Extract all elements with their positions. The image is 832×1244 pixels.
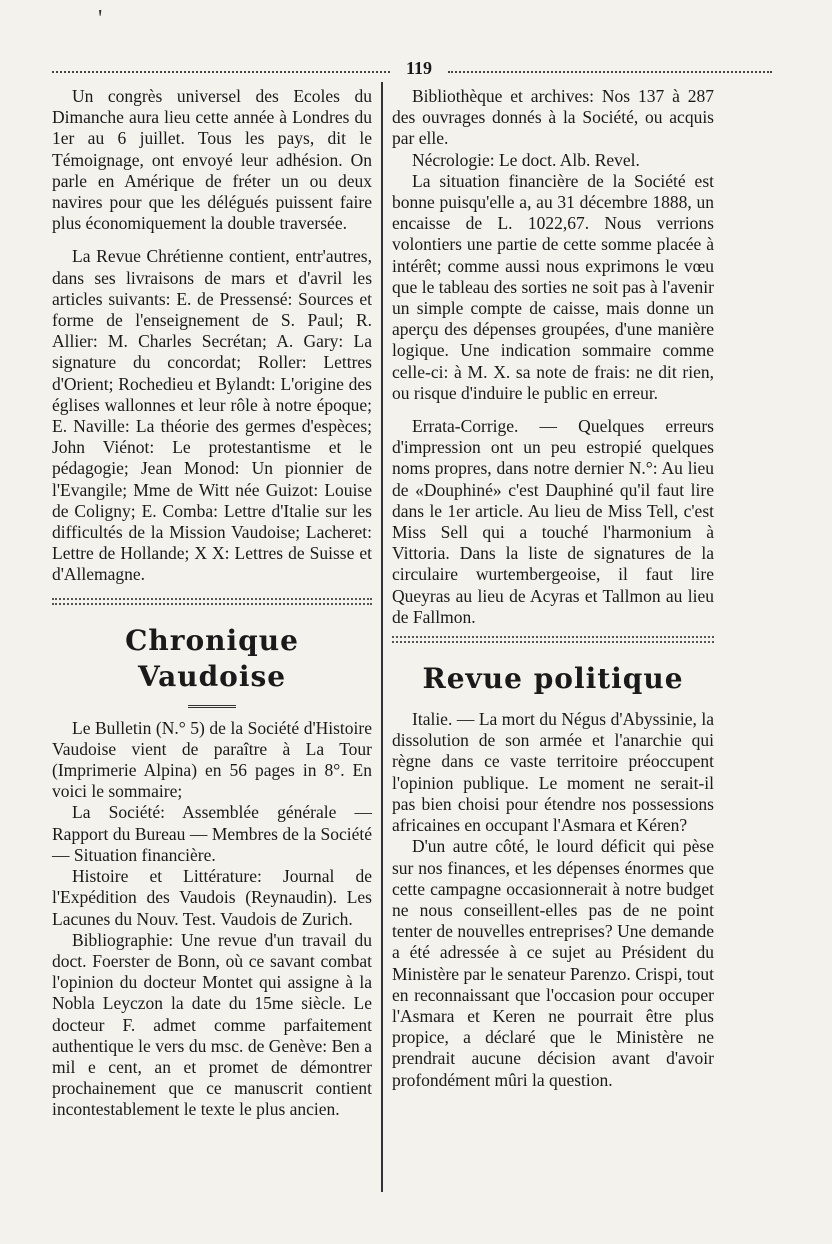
corner-mark: ' bbox=[98, 6, 103, 32]
section-rule bbox=[52, 598, 372, 600]
section-title-revue-politique: Revue politique bbox=[422, 662, 684, 696]
paragraph-necrologie: Nécrologie: Le doct. Alb. Revel. bbox=[412, 149, 640, 170]
page-header bbox=[52, 58, 772, 80]
paragraph-histoire-litterature: Histoire et Littérature: Journal de l'Expédition des Vaudois (Reynaudin). Les Lacunes du Nouv. Test. Vaudois de Zurich. bbox=[52, 866, 372, 929]
section-rule bbox=[392, 636, 714, 638]
header-rule-left bbox=[52, 71, 390, 73]
section-rule bbox=[392, 641, 714, 643]
paragraph-revue-chretienne: La Revue Chrétienne contient, entr'autres, dans ses livraisons de mars et d'avril les articles suivants: E. de Pressensé: Sources et forme de l'enseignement de S. Paul; R. Allier: M. Charles Secrétan; A. Gary: La signature du concordat; Roller: Lettres d'Orient; Rochedieu et Bylandt: L'origine des églises wallonnes et leur rôle à notre époque; E. Naville: La théorie des germes d'espèces; John Viénot: Le protestantisme et le pédagogie; Jean Monod: Un pionnier de l'Evangile; Mme de Witt née Guizot: Louise de Coligny; E. Comba: Lettre d'Italie sur les difficultés de la Mission Vaudoise; Lacheret: Lettre de Hollande; X X: Lettres de Suisse et d'Allemagne. bbox=[52, 246, 372, 585]
paragraph-errata-corrige: Errata-Corrige. — Quelques erreurs d'impression ont un peu estropié quelques noms propres, dans notre dernier N.°: Au lieu de «Douphiné» c'est Dauphiné qu'il faut lire dans le 1er article. Au lieu de Miss Tell, c'est Miss Sell qui a touché l'harmonium à Vittoria. Dans la liste de signatures de la circulaire wurtembergeoise, il faut lire Queyras au lieu de Acyras et Tallmon au lieu de Fallmon. bbox=[392, 416, 714, 627]
left-column bbox=[52, 86, 372, 1121]
paragraph-bibliotheque: Bibliothèque et archives: Nos 137 à 287 des ouvrages donnés à la Société, ou acquis par elle. bbox=[392, 86, 714, 149]
paragraph-deficit: D'un autre côté, le lourd déficit qui pèse sur nos finances, et les dépenses énormes que cette campagne occasionnerait à notre budget ne nous conseillent-elles pas de ne point tenter de nouvelles entreprises? Une demande a été adressée à ce sujet au Président du Ministère par le senateur Parenzo. Crispi, tout en reconnaissant que l'occasion pour occuper l'Asmara et Keren ne pourrait être plus propice, a déclaré que le Ministère ne prendrait aucune décision avant d'avoir profondément mûri la question. bbox=[392, 836, 714, 1090]
paragraph-situation-financiere: La situation financière de la Société est bonne puisqu'elle a, au 31 décembre 1888, un encaisse de L. 1022,67. Nous verrions volontiers une partie de cette somme placée à intérêt; comme aussi nous exprimons le vœu que le tableau des sorties ne soit pas à l'avenir un simple compte de caisse, mais donne un aperçu des dépenses groupées, d'une manière logique. Une indication sommaire comme celle-ci: à M. X. sa note de frais: ne dit rien, ou risque d'induire le public en erreur. bbox=[392, 170, 714, 403]
right-column bbox=[392, 86, 714, 1091]
title-underline bbox=[188, 705, 236, 708]
paragraph-bulletin: Le Bulletin (N.° 5) de la Société d'Histoire Vaudoise vient de paraître à La Tour (Imprimerie Alpina) en 56 pages in 8°. En voici le sommaire; bbox=[52, 717, 372, 802]
paragraph-italie: Italie. — La mort du Négus d'Abyssinie, la dissolution de son armée et l'anarchie qui règne dans ce vaste territoire préoccupent l'opinion publique. Le moment ne serait-il pas bien choisi pour étendre nos possessions africaines en occupant l'Asmara et Kéren? bbox=[392, 709, 714, 836]
page-number: 119 bbox=[405, 58, 432, 78]
section-title-chronique-vaudoise: Chronique Vaudoise bbox=[125, 623, 299, 693]
header-rule-right bbox=[448, 71, 772, 73]
paragraph-la-societe: La Société: Assemblée générale — Rapport du Bureau — Membres de la Société — Situation financière. bbox=[52, 802, 372, 865]
paragraph-sunday-schools: Un congrès universel des Ecoles du Dimanche aura lieu cette année à Londres du 1er au 6 juillet. Tous les pays, dit le Témoignage, ont envoyé leur adhésion. On parle en Amérique de fréter un ou deux navires pour que les délégués puissent faire plus économiquement la double traversée. bbox=[52, 86, 372, 234]
paragraph-bibliographie: Bibliographie: Une revue d'un travail du doct. Foerster de Bonn, où ce savant combat l'opinion du docteur Montet qui assigne à la Nobla Leyczon la date du 15me siècle. Le docteur F. admet comme parfaitement authentique le vers du msc. de Genève: Ben a mil e cent, an et promet de démontrer prochainement que ce manuscrit contient incontestablement le texte le plus ancien. bbox=[52, 929, 372, 1120]
column-divider bbox=[381, 82, 383, 1192]
section-rule bbox=[52, 603, 372, 605]
